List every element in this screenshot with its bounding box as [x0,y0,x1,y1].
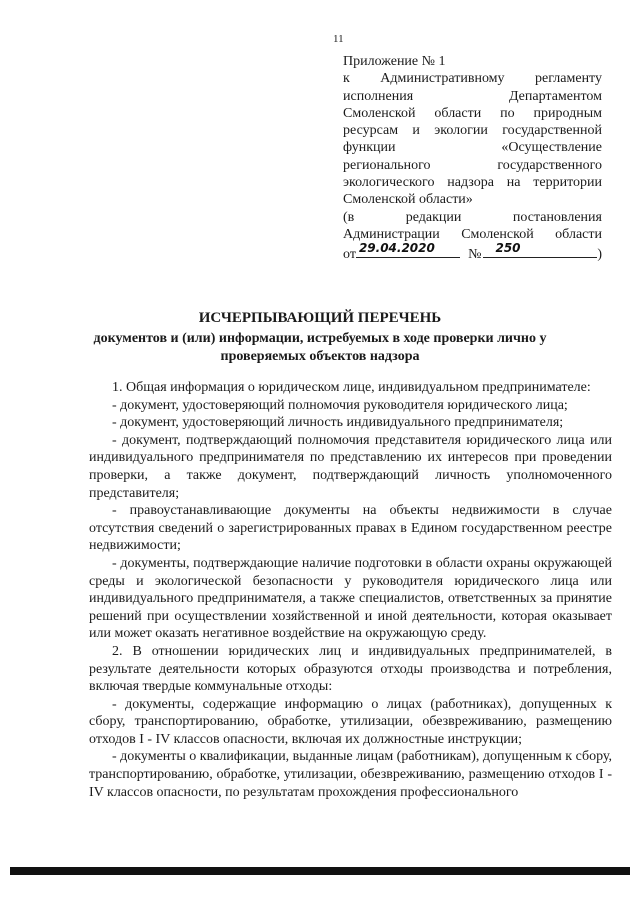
date-prefix: от [343,247,356,263]
list-item: - документ, удостоверяющий личность индивидуального предпринимателя; [112,415,564,431]
list-item: - правоустанавливающие документы на объекты недвижимости в случае отсутствия сведений о зарегистрированных правах в Едином государственном реестре недвижимости; [89,503,612,554]
appendix-line: Администрации Смоленской области [343,226,602,242]
list-item: - документы, содержащие информацию о лицах (работниках), допущенных к сбору, транспортированию, обработке, утилизации, обезвреживанию, размещению отходов I - IV классов опасности, включая их должностные инструкции; [89,696,612,747]
appendix-line: ресурсам и экологии государственной [343,123,602,139]
appendix-line: Смоленской области по природным [343,105,602,121]
appendix-line: Смоленской области» [343,192,473,208]
appendix-header [343,53,602,264]
list-item: - документы о квалификации, выданные лицам (работникам), допущенным к сбору, транспортированию, обработке, утилизации, обезвреживанию, размещению отходов I - IV классов опасности, по результатам прохождения профессионального [89,749,613,800]
handwritten-number: 250 [495,240,521,255]
section-heading: 1. Общая информация о юридическом лице, индивидуальном предпринимателе: [112,380,591,395]
date-field [356,240,460,258]
appendix-line: Приложение № 1 [343,54,446,69]
number-sign: № [468,247,482,263]
document-subtitle: документов и (или) информации, истребуемых в ходе проверки лично у проверяемых объектов надзора [93,331,547,364]
list-item: - документ, подтверждающий полномочия представителя юридического лица или индивидуального предпринимателя по представлению их интересов при проведении проверки, а также документ, подтверждающий личность уполномоченного представителя; [89,432,612,501]
appendix-line: к Административному регламенту [343,71,602,87]
handwritten-date: 29.04.2020 [358,240,435,255]
appendix-line: функции «Осуществление [343,140,602,156]
page-number: 11 [333,33,344,45]
scan-edge-bar [10,867,630,875]
closing-paren: ) [597,247,602,263]
section-heading: 2. В отношении юридических лиц и индивидуальных предпринимателей, в результате деятельности которых образуются отходы производства и потребления, включая твердые коммунальные отходы: [89,643,612,695]
list-item: - документ, удостоверяющий полномочия руководителя юридического лица; [112,397,568,413]
number-field [483,240,597,258]
document-title: ИСЧЕРПЫВАЮЩИЙ ПЕРЕЧЕНЬ [198,310,442,326]
appendix-line: исполнения Департаментом [343,88,602,104]
date-number-line [343,240,602,263]
document-body [89,379,612,801]
appendix-line: экологического надзора на территории [343,175,602,191]
appendix-line: регионального государственного [343,157,602,173]
list-item: - документы, подтверждающие наличие подготовки в области охраны окружающей среды и экологической безопасности у руководителя юридического лица или индивидуального предпринимателя, а также специалистов, ответственных за принятие решений при осуществлении хозяйственной и иной деятельности, которая оказывает или может оказать негативное воздействие на окружающую среду. [89,555,612,642]
appendix-line: (в редакции постановления [343,209,602,225]
